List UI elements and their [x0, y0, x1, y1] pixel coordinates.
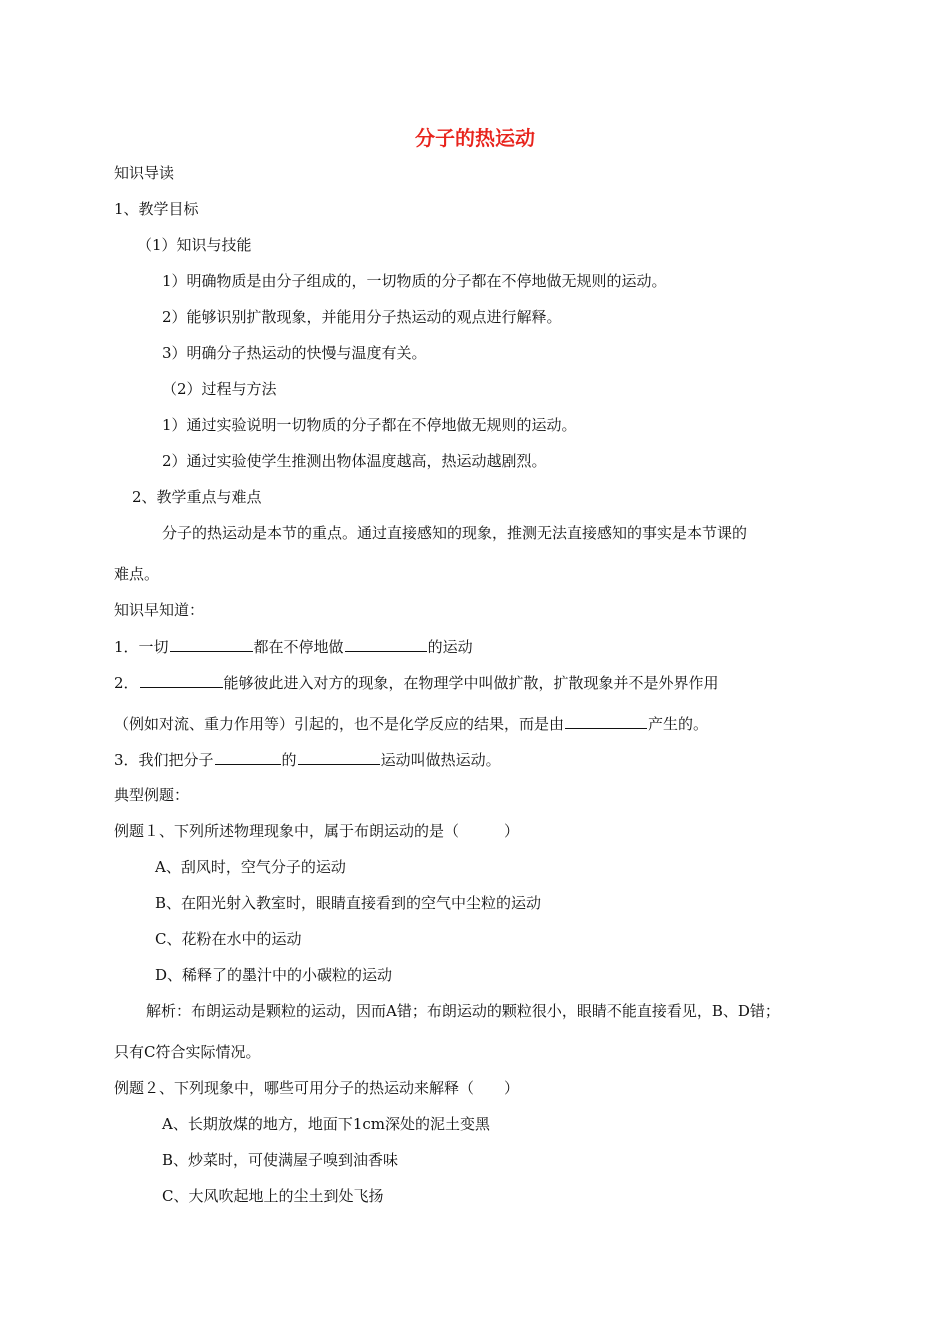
- page-title: 分子的热运动: [415, 126, 535, 150]
- example-1-option: B、在阳光射入教室时，眼睛直接看到的空气中尘粒的运动: [155, 894, 542, 912]
- preview-question-1: [114, 636, 473, 657]
- answer-blank: [345, 636, 427, 652]
- goals-sub2-heading: （2）过程与方法: [162, 380, 277, 398]
- focus-text: 分子的热运动是本节的重点。通过直接感知的现象，推测无法直接感知的事实是本节课的: [162, 524, 748, 542]
- goals-heading: 1、教学目标: [114, 200, 199, 218]
- examples-heading: 典型例题：: [114, 786, 190, 804]
- answer-blank: [215, 749, 281, 765]
- example-1-option: D、稀释了的墨汁中的小碳粒的运动: [155, 966, 393, 984]
- preview-question-2: [114, 672, 719, 693]
- goals-sub2-item: 2）通过实验使学生推测出物体温度越高，热运动越剧烈。: [162, 452, 547, 470]
- example-1-option: C、花粉在水中的运动: [155, 930, 302, 948]
- question-text: 运动叫做热运动。: [380, 751, 501, 769]
- answer-blank: [565, 713, 647, 729]
- goals-sub1-item: 3）明确分子热运动的快慢与温度有关。: [162, 344, 427, 362]
- example-1-option: A、刮风时，空气分子的运动: [155, 858, 346, 876]
- goals-sub1-heading: （1）知识与技能: [137, 236, 252, 254]
- answer-blank: [170, 636, 253, 652]
- goals-sub1-item: 2）能够识别扩散现象，并能用分子热运动的观点进行解释。: [162, 308, 562, 326]
- focus-text: 难点。: [114, 565, 160, 583]
- example-1-question: 例题１、下列所述物理现象中，属于布朗运动的是（ ）: [114, 822, 520, 840]
- preview-question-3: [114, 749, 501, 770]
- example-1-analysis: 只有C符合实际情况。: [114, 1043, 261, 1061]
- question-text: 2．: [114, 674, 139, 692]
- answer-blank: [298, 749, 380, 765]
- example-2-option: A、长期放煤的地方，地面下1cm深处的泥土变黑: [162, 1115, 491, 1133]
- question-text: 3．我们把分子: [114, 751, 214, 769]
- question-text: 都在不停地做: [253, 638, 344, 656]
- question-text: （例如对流、重力作用等）引起的，也不是化学反应的结果，而是由: [114, 715, 565, 733]
- answer-blank: [140, 672, 223, 688]
- goals-sub1-item: 1）明确物质是由分子组成的，一切物质的分子都在不停地做无规则的运动。: [162, 272, 667, 290]
- question-text: 的运动: [427, 638, 473, 656]
- preview-heading: 知识早知道：: [114, 601, 205, 619]
- example-2-option: C、大风吹起地上的尘土到处飞扬: [162, 1187, 384, 1205]
- example-1-analysis: 解析：布朗运动是颗粒的运动，因而A错；布朗运动的颗粒很小，眼睛不能直接看见，B、D错；: [146, 1002, 780, 1020]
- goals-sub2-item: 1）通过实验说明一切物质的分子都在不停地做无规则的运动。: [162, 416, 577, 434]
- section-knowledge-guide: 知识导读: [114, 164, 175, 182]
- focus-heading: 2、教学重点与难点: [132, 488, 262, 506]
- question-text: 1．一切: [114, 638, 169, 656]
- question-text: 能够彼此进入对方的现象，在物理学中叫做扩散，扩散现象并不是外界作用: [223, 674, 719, 692]
- question-text: 的: [281, 751, 297, 769]
- preview-question-2-cont: [114, 713, 708, 734]
- example-2-question: 例题２、下列现象中，哪些可用分子的热运动来解释（ ）: [114, 1079, 520, 1097]
- question-text: 产生的。: [648, 715, 709, 733]
- example-2-option: B、炒菜时，可使满屋子嗅到油香味: [162, 1151, 399, 1169]
